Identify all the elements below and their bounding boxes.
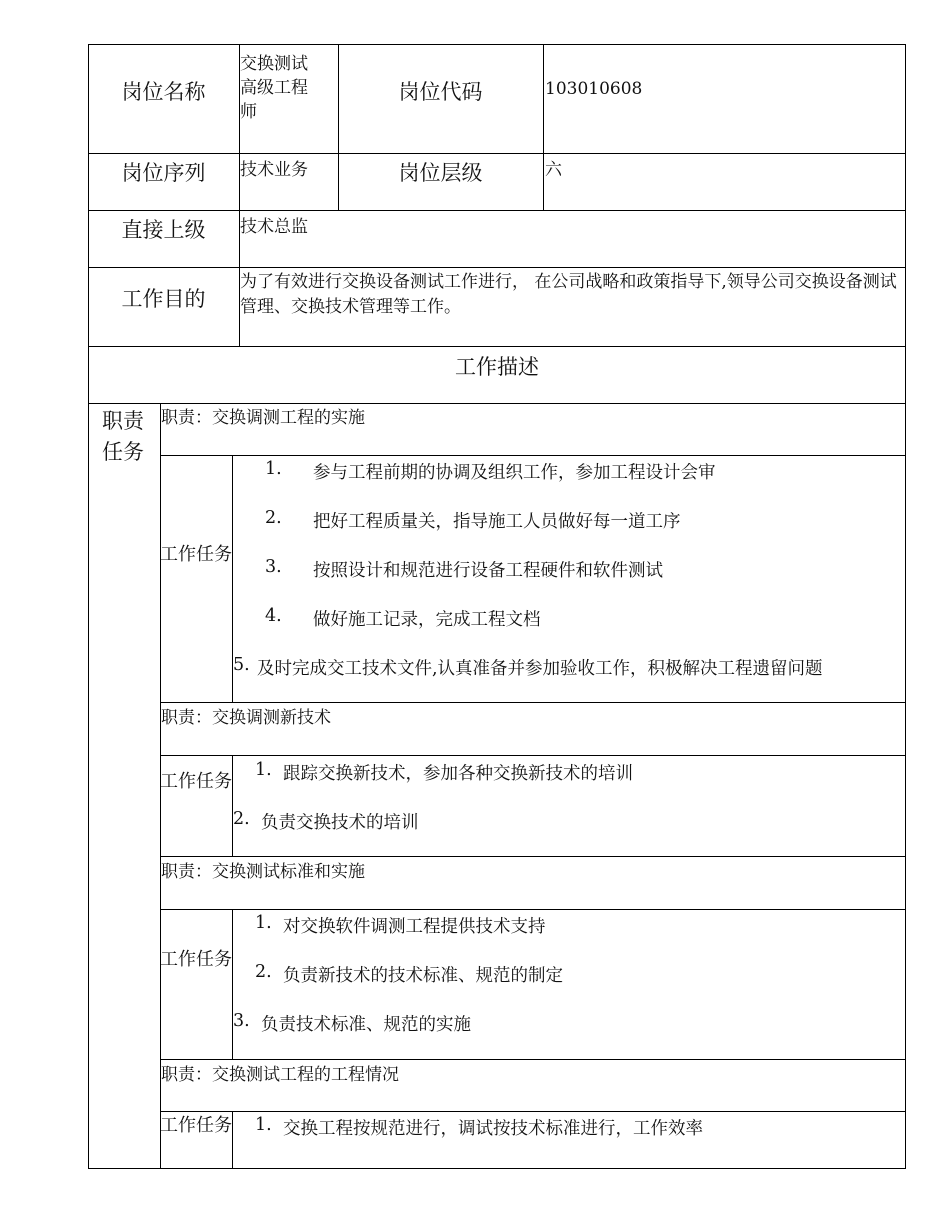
- task-label: 工作任务: [160, 544, 232, 565]
- row-divider: [160, 1111, 906, 1112]
- superior-label: 直接上级: [121, 218, 206, 242]
- task-text: 按照设计和规范进行设备工程硬件和软件测试: [313, 561, 663, 581]
- task-text: 把好工程质量关，指导施工人员做好每一道工序: [313, 512, 681, 532]
- row-divider: [88, 267, 906, 268]
- task-text: 跟踪交换新技术，参加各种交换新技术的培训: [283, 764, 633, 784]
- task-number: 1.: [255, 913, 272, 933]
- row-divider: [160, 455, 906, 456]
- task-number: 4.: [265, 606, 282, 626]
- row-divider: [160, 909, 906, 910]
- row-divider: [160, 856, 906, 857]
- task-text: 负责技术标准、规范的实施: [261, 1015, 471, 1035]
- task-text: 负责交换技术的培训: [261, 813, 419, 833]
- task-number: 3.: [265, 557, 282, 577]
- task-text: 参与工程前期的协调及组织工作，参加工程设计会审: [313, 463, 716, 483]
- duty-title: 职责：交换测试标准和实施: [161, 862, 365, 882]
- task-number: 3.: [233, 1011, 250, 1031]
- duty-column-label: 职责任务: [102, 409, 144, 464]
- task-label: 工作任务: [160, 1115, 232, 1136]
- row-divider: [88, 210, 906, 211]
- position-name-value: 交换测试高级工程师: [240, 54, 308, 122]
- task-text: 做好施工记录，完成工程文档: [313, 610, 541, 630]
- task-number: 2.: [255, 962, 272, 982]
- position-name-label: 岗位名称: [121, 80, 206, 104]
- row-divider: [88, 346, 906, 347]
- task-text: 交换工程按规范进行，调试按技术标准进行，工作效率: [283, 1119, 703, 1139]
- task-text: 负责新技术的技术标准、规范的制定: [283, 966, 563, 986]
- duty-title: 职责：交换调测工程的实施: [161, 408, 365, 428]
- task-number: 5.: [233, 655, 250, 675]
- level-label: 岗位层级: [398, 161, 483, 185]
- level-value: 六: [545, 160, 562, 180]
- duty-title: 职责：交换调测新技术: [161, 708, 331, 728]
- row-divider: [88, 153, 906, 154]
- duty-title: 职责：交换测试工程的工程情况: [161, 1065, 399, 1085]
- row-divider: [160, 755, 906, 756]
- superior-value: 技术总监: [240, 217, 308, 237]
- task-number: 1.: [255, 760, 272, 780]
- position-code-value: 103010608: [545, 79, 643, 99]
- column-divider: [232, 1111, 233, 1169]
- task-number: 2.: [233, 809, 250, 829]
- column-divider: [543, 44, 544, 210]
- task-label: 工作任务: [160, 771, 232, 792]
- column-divider: [232, 755, 233, 856]
- task-number: 1.: [265, 459, 282, 479]
- row-divider: [160, 1059, 906, 1060]
- task-text: 及时完成交工技术文件,认真准备并参加验收工作，积极解决工程遗留问题: [257, 659, 823, 679]
- position-code-label: 岗位代码: [398, 80, 483, 104]
- purpose-label: 工作目的: [121, 287, 206, 311]
- column-divider: [232, 909, 233, 1059]
- sequence-label: 岗位序列: [121, 161, 206, 185]
- sequence-value: 技术业务: [240, 160, 308, 180]
- task-label: 工作任务: [160, 949, 232, 970]
- purpose-value: 为了有效进行交换设备测试工作进行， 在公司战略和政策指导下,领导公司交换设备测试管理、交换技术管理等工作。: [240, 272, 897, 317]
- task-number: 1.: [255, 1115, 272, 1135]
- row-divider: [88, 403, 906, 404]
- row-divider: [160, 702, 906, 703]
- task-number: 2.: [265, 508, 282, 528]
- work-description-title: 工作描述: [455, 355, 539, 379]
- task-text: 对交换软件调测工程提供技术支持: [283, 917, 546, 937]
